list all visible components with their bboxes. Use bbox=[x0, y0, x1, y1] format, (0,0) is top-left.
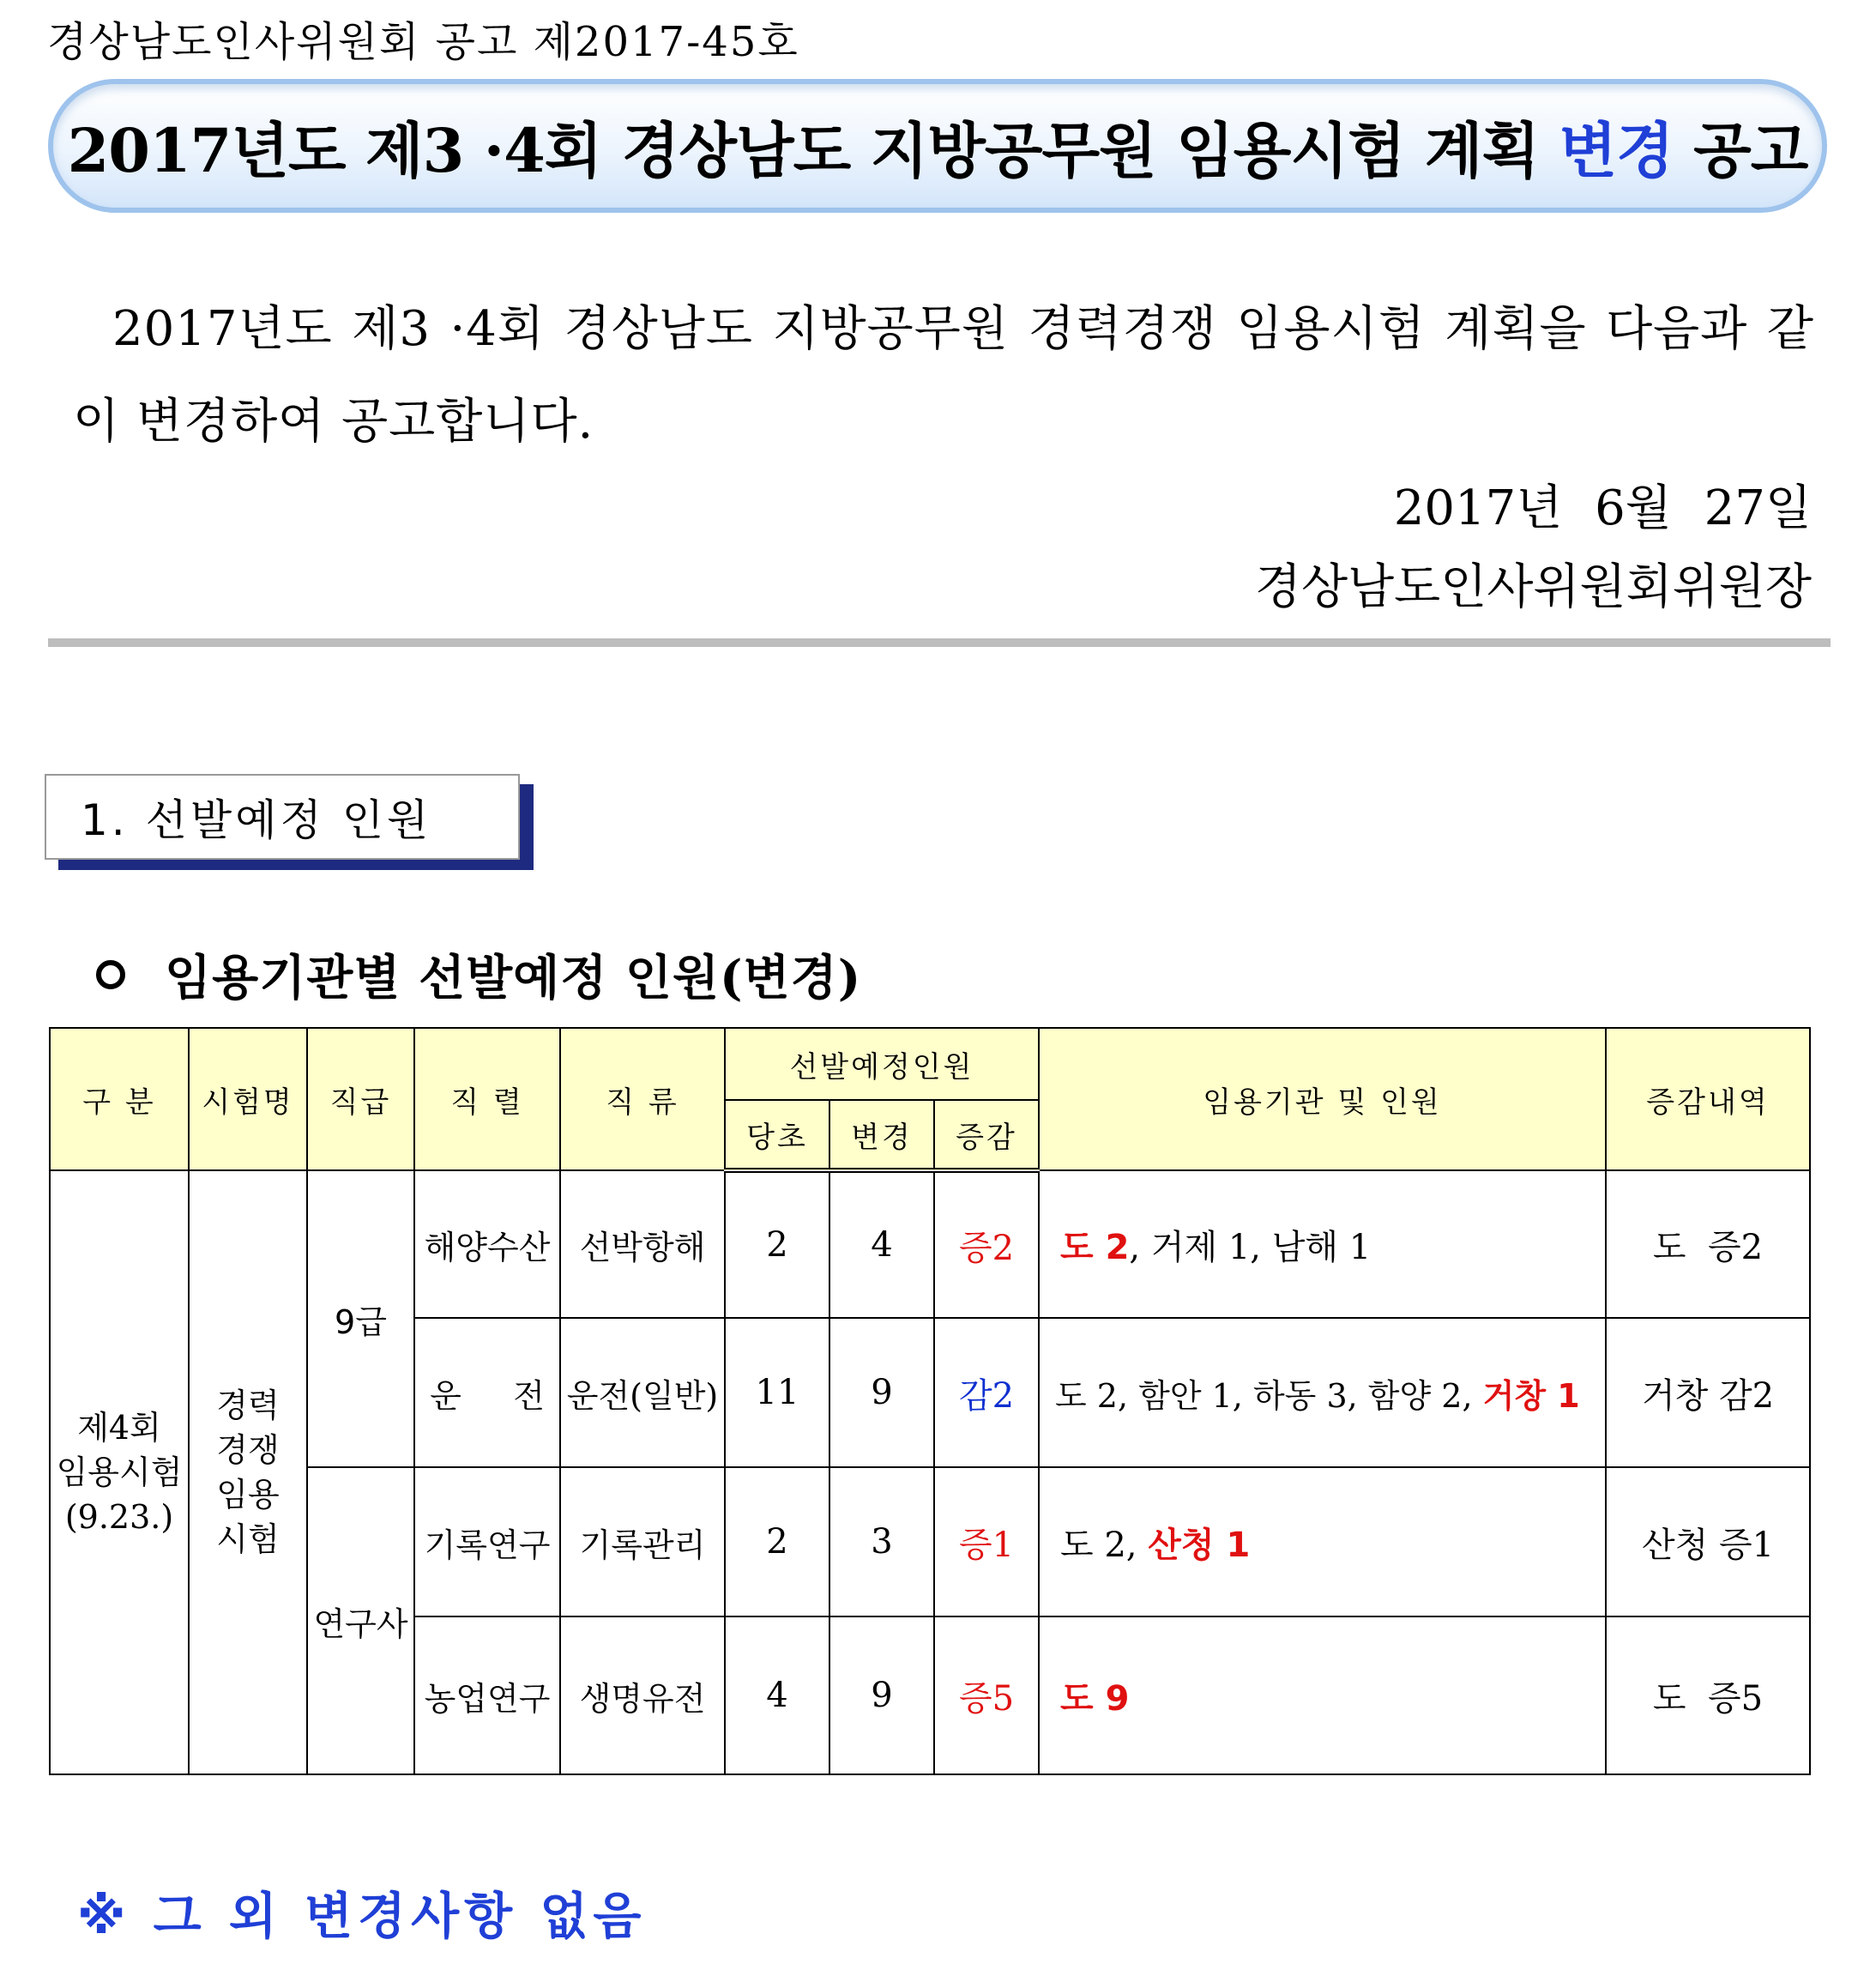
divider bbox=[48, 638, 1831, 647]
original-cell: 4 bbox=[725, 1616, 829, 1774]
agency-cell bbox=[1039, 1616, 1606, 1774]
class-cell: 운전(일반) bbox=[560, 1318, 725, 1467]
header-grade: 직급 bbox=[307, 1028, 414, 1170]
section-title: 1. 선발예정 인원 bbox=[45, 774, 520, 860]
header-agency: 임용기관 및 인원 bbox=[1039, 1028, 1606, 1170]
original-cell: 2 bbox=[725, 1467, 829, 1616]
agency-cell bbox=[1039, 1318, 1606, 1467]
diff-cell: 증5 bbox=[934, 1616, 1039, 1774]
changed-cell: 9 bbox=[829, 1318, 934, 1467]
series-cell: 농업연구 bbox=[414, 1616, 560, 1774]
header-diff: 증감 bbox=[934, 1100, 1039, 1170]
header-detail: 증감내역 bbox=[1606, 1028, 1810, 1170]
agency-cell bbox=[1039, 1170, 1606, 1318]
signer: 경상남도인사위원회위원장 bbox=[1254, 559, 1812, 615]
agency-highlight: 산청 1 bbox=[1148, 1525, 1251, 1565]
original-cell: 11 bbox=[725, 1318, 829, 1467]
page-title bbox=[68, 103, 1808, 190]
notice-date: 2017년 6월 27일 bbox=[1393, 480, 1812, 536]
category-cell: 제4회 임용시험 (9.23.) bbox=[50, 1170, 189, 1774]
grade-cell: 9급 bbox=[307, 1170, 414, 1467]
changed-cell: 3 bbox=[829, 1467, 934, 1616]
changed-cell: 4 bbox=[829, 1170, 934, 1318]
recruitment-table bbox=[49, 1027, 1811, 1775]
agency-cell bbox=[1039, 1467, 1606, 1616]
header-series: 직 렬 bbox=[414, 1028, 560, 1170]
detail-cell: 거창 감2 bbox=[1606, 1318, 1810, 1467]
subheading bbox=[96, 940, 861, 1009]
diff-cell: 감2 bbox=[934, 1318, 1039, 1467]
diff-cell: 증1 bbox=[934, 1467, 1039, 1616]
subheading-text: 임용기관별 선발예정 인원(변경) bbox=[165, 950, 862, 1006]
header-category: 구 분 bbox=[50, 1028, 189, 1170]
agency-text: 도 2, bbox=[1060, 1525, 1149, 1565]
agency-highlight: 거창 1 bbox=[1482, 1376, 1580, 1415]
original-cell: 2 bbox=[725, 1170, 829, 1318]
series-cell: 해양수산 bbox=[414, 1170, 560, 1318]
circle-bullet-icon bbox=[96, 960, 125, 989]
header-exam-name: 시험명 bbox=[189, 1028, 307, 1170]
class-cell: 선박항해 bbox=[560, 1170, 725, 1318]
agency-highlight: 도 9 bbox=[1060, 1678, 1130, 1719]
intro-paragraph: 2017년도 제3 ·4회 경상남도 지방공무원 경력경쟁 임용시험 계획을 다음과 같이 변경하여 공고합니다. bbox=[73, 301, 1814, 450]
exam-name-cell: 경력 경쟁 임용 시험 bbox=[189, 1170, 307, 1774]
notice-number: 경상남도인사위원회 공고 제2017-45호 bbox=[47, 18, 799, 66]
table-row bbox=[50, 1170, 1810, 1318]
header-changed: 변경 bbox=[829, 1100, 934, 1170]
agency-text: , 거제 1, 남해 1 bbox=[1129, 1227, 1372, 1267]
table-row bbox=[50, 1467, 1810, 1616]
grade-cell: 연구사 bbox=[307, 1467, 414, 1774]
title-highlight: 변경 bbox=[1559, 114, 1674, 186]
series-cell: 기록연구 bbox=[414, 1467, 560, 1616]
title-main: 2017년도 제3 ·4회 경상남도 지방공무원 임용시험 계획 bbox=[67, 114, 1559, 186]
agency-text: 도 2, 함안 1, 하동 3, 함양 2, bbox=[1055, 1376, 1483, 1415]
detail-cell: 도 증5 bbox=[1606, 1616, 1810, 1774]
header-class: 직 류 bbox=[560, 1028, 725, 1170]
detail-cell: 산청 증1 bbox=[1606, 1467, 1810, 1616]
title-suffix: 공고 bbox=[1673, 114, 1808, 186]
header-planned: 선발예정인원 bbox=[725, 1028, 1039, 1100]
header-original: 당초 bbox=[725, 1100, 829, 1170]
class-cell: 생명유전 bbox=[560, 1616, 725, 1774]
title-banner bbox=[48, 79, 1827, 213]
footer-note: ※ 그 외 변경사항 없음 bbox=[77, 1887, 647, 1945]
detail-cell: 도 증2 bbox=[1606, 1170, 1810, 1318]
class-cell: 기록관리 bbox=[560, 1467, 725, 1616]
series-cell: 운 전 bbox=[414, 1318, 560, 1467]
agency-highlight: 도 2 bbox=[1060, 1227, 1130, 1267]
diff-cell: 증2 bbox=[934, 1170, 1039, 1318]
changed-cell: 9 bbox=[829, 1616, 934, 1774]
